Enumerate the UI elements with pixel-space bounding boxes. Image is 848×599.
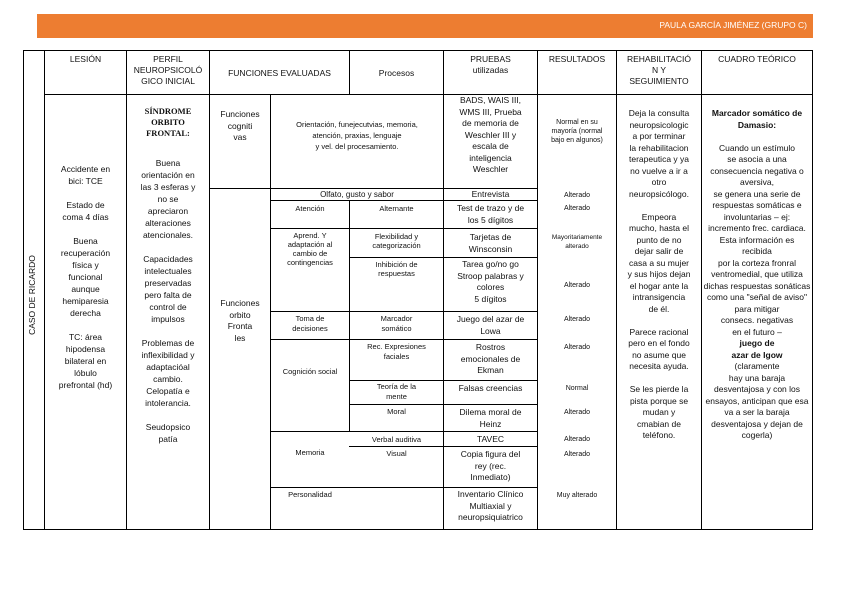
expresiones-prueba: Rostros emocionales de Ekman — [460, 342, 521, 375]
olfato-prueba: Entrevista — [471, 189, 510, 199]
header-lesion: LESIÓN — [69, 54, 102, 64]
verbal-proceso: Verbal auditiva — [371, 435, 422, 444]
perfil-title: SÍNDROME ORBITO FRONTAL: — [144, 106, 192, 138]
moral-prueba: Dilema moral de Heinz — [459, 407, 522, 429]
cognicion-social-label: Cognición social — [282, 367, 338, 376]
cuadro-title: Marcador somático de Damasio: — [711, 108, 803, 130]
marcador-proceso: Marcador somático — [380, 314, 413, 333]
cognitivas-description: Orientación, funejecutvias, memoria, atención, praxias, lenguaje y vel. del procesamiento. — [296, 120, 418, 151]
memoria-label: Memoria — [295, 448, 325, 457]
marcador-result: Alterado — [563, 316, 591, 323]
verbal-result: Alterado — [563, 436, 591, 443]
header-cuadro-teorico: CUADRO TEÓRICO — [718, 54, 796, 64]
visual-prueba: Copia figura del rey (rec. Inmediato) — [460, 449, 521, 482]
cuadro-body-main: Cuando un estímulo se asocia a una consecuencia negativa o aversiva, se genera una serie de respuestas somáticas e involuntarias – ej: incremento frec. cardiaca. Esta información es recibida por la corteza fronral ventromedial, que utiliza dichas respuestas sonáticas como una "señal de aviso" para mitigar consecs. negativas en el futuro – — [703, 142, 811, 337]
teoria-mente-prueba: Falsas creencias — [458, 383, 523, 393]
olfato-result: Alterado — [563, 192, 591, 199]
inhibicion-proceso: Inhibición de respuestas — [375, 260, 418, 278]
header-funciones: FUNCIONES EVALUADAS — [228, 68, 331, 78]
header-procesos: Procesos — [378, 68, 415, 78]
cuadro-body — [702, 131, 812, 442]
header-resultados: RESULTADOS — [548, 54, 606, 64]
cognitivas-result: Normal en su mayoría (normal bajo en algunos) — [551, 119, 603, 144]
case-side-label: CASO DE RICARDO — [27, 255, 37, 335]
olfato-label: Olfato, gusto y sabor — [320, 190, 394, 199]
header-pruebas: PRUEBAS utilizadas — [470, 54, 511, 75]
personalidad-prueba: Inventario Clínico Multiaxial y neuropsiquiatrico — [457, 489, 524, 522]
atencion-proceso: Alternante — [379, 204, 414, 213]
expresiones-proceso: Rec. Expresiones faciales — [367, 342, 426, 361]
atencion-result: Alterado — [563, 205, 591, 212]
title-bar — [37, 14, 813, 38]
expresiones-result: Alterado — [563, 344, 591, 351]
visual-result: Alterado — [563, 451, 591, 458]
cuadro-body-end: (claramente hay una baraja desventajosa y con los ensayos, anticipan que esa va a ser la baraja desventajosa y dejan de cogerla) — [705, 361, 809, 440]
atencion-label: Atención — [295, 204, 325, 213]
toma-decisiones-label: Toma de decisiones — [292, 314, 328, 333]
aprendizaje-label: Aprend. Y adaptación al cambio de contingencias — [287, 231, 333, 267]
author-name: PAULA GARCÍA JIMÉNEZ (GRUPO C) — [659, 20, 807, 30]
moral-proceso: Moral — [387, 407, 406, 416]
personalidad-result: Muy alterado — [556, 492, 598, 499]
flexibilidad-proceso: Flexibilidad y categorización — [372, 232, 421, 250]
header-perfil: PERFIL NEUROPSICOLÓ GICO INICIAL — [133, 54, 203, 86]
moral-result: Alterado — [563, 409, 591, 416]
inhibicion-result: Alterado — [563, 282, 591, 289]
marcador-prueba: Juego del azar de Lowa — [456, 314, 525, 336]
inhibicion-prueba: Tarea go/no go Stroop palabras y colores 5 dígitos — [457, 259, 524, 304]
cognitivas-pruebas: BADS, WAIS III, WMS III, Prueba de memoria de Weschler III y escala de inteligencia Weschler — [459, 95, 522, 174]
personalidad-label: Personalidad — [288, 490, 332, 499]
teoria-mente-result: Normal — [565, 385, 589, 392]
header-rehabilitacion: REHABILITACIÓ N Y SEGUIMIENTO — [626, 54, 692, 86]
lesion-text: Accidente en bici: TCE Estado de coma 4 días Buena recuperación física y funcional aunque hemiparesia derecha TC: área hipodensa bilateral en lóbulo prefrontal (hd) — [58, 164, 113, 390]
funciones-orbitofrontales: Funciones orbito Fronta les — [220, 298, 260, 343]
flexibilidad-prueba: Tarjetas de Winsconsin — [468, 232, 513, 254]
verbal-prueba: TAVEC — [476, 434, 505, 444]
flexibilidad-result: Mayoritariamente alterado — [551, 234, 603, 250]
funciones-cognitivas: Funciones cogniti vas — [220, 109, 260, 142]
visual-proceso: Visual — [386, 449, 407, 458]
cuadro-igow: juego de azar de Igow — [731, 338, 783, 360]
perfil-body: Buena orientación en las 3 esferas y no se apreciaron alteraciones atencionales. Capacidades intelectuales preservadas pero falta de control de impulsos Problemas de inflexibilidad y adaptacióal cambio. Celopatía e intolerancia. Seudopsico patía — [140, 158, 196, 444]
rehabilitacion-text: Deja la consulta neuropsicologic a por terminar la rehabilitacion terapeutica y ya no vuelve a ir a otro neuropsicólogo. Empeora mucho, hasta el punto de no dejar salir de casa a su mujer y sus hijos dejan el hogar ante la intransigencia de él. Parece racional pero en el fondo no asume que necesita ayuda. Se les pierde la pista porque se mudan y cmabian de teléfono. — [627, 108, 691, 440]
teoria-mente-proceso: Teoría de la mente — [376, 382, 417, 401]
atencion-prueba: Test de trazo y de los 5 dígitos — [456, 203, 525, 225]
